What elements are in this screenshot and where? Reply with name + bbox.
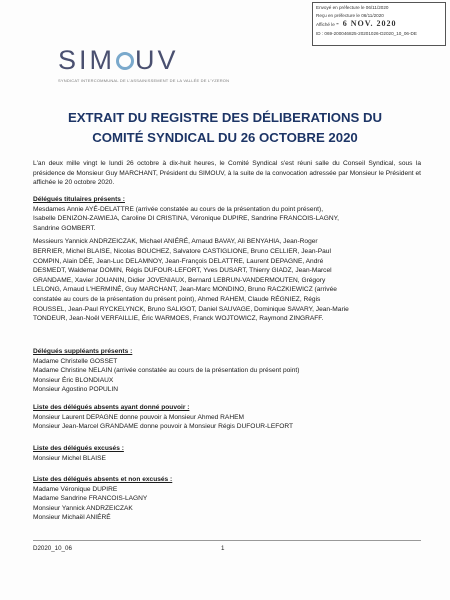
- excuses-heading: Liste des délégués excusés :: [33, 445, 124, 452]
- messieurs-line: constatée au cours de la présentation du présent point), Ahmed RAHEM, Claude RÉGNIEZ, Régis: [33, 295, 321, 303]
- mesdames-line: Isabelle DENIZON-ZAWIEJA, Caroline DI CRISTINA, Véronique DUPIRE, Sandrine FRANCOIS-LAGNY,: [33, 215, 339, 223]
- simouv-logo: [58, 45, 229, 83]
- suppleants-section: [33, 347, 423, 395]
- absents-non-excuses-section: [33, 475, 423, 523]
- suppleants-heading: Délégués suppléants présents :: [33, 348, 133, 355]
- mesdames-line: Sandrine GOMBERT.: [33, 224, 96, 232]
- messieurs-line: TONDEUR, Jean-Noël VERFAILLIE, Éric WARMOES, Franck WOJTOWICZ, Raymond ZINGRAFF.: [33, 315, 324, 323]
- document-title-line-2: COMITÉ SYNDICAL DU 26 OCTOBRE 2020: [92, 130, 358, 145]
- prefecture-stamp: [312, 2, 446, 46]
- stamp-line-3: [316, 20, 442, 29]
- suppleant-item: Monsieur Éric BLONDIAUX: [33, 376, 114, 384]
- messieurs-line: GRANDAME, Xavier JOUANIN, Didier JOVENIAUX, Bernard LEBRUN-VANDERMOUTEN, Grégory: [33, 276, 326, 284]
- suppleant-item: Madame Christine NELAIN (arrivée constatée au cours de la présentation du présent point): [33, 367, 300, 375]
- messieurs-line: LELONG, Arnaud L'HERMINÉ, Guy MARCHANT, Jean-Marc MONDINO, Bruno RACZKIEWICZ (arrivée: [33, 286, 337, 294]
- logo-text-left: SIM: [58, 45, 116, 75]
- footer-divider: [33, 540, 421, 541]
- stamp-line-2: Reçu en préfecture le 06/11/2020: [316, 13, 384, 19]
- messieurs-line: COMPIN, Alain DÉE, Jean-Luc DELAMNOY, Jean-François DELATTRE, Laurent DEPAGNE, André: [33, 257, 324, 265]
- titulaires-heading: Délégués titulaires présents :: [33, 196, 125, 203]
- absent-item: Monsieur Yannick ANDRZEICZAK: [33, 504, 133, 512]
- suppleant-item: Monsieur Agostino POPULIN: [33, 386, 119, 394]
- stamp-line-4: ID : 069-200046825-20201026-D2020_10_06-DE: [316, 30, 417, 36]
- logo-ring-icon: [116, 52, 134, 70]
- absent-item: Madame Sandrine FRANCOIS-LAGNY: [33, 495, 148, 503]
- stamp-affiche-label: Affiché le: [316, 22, 335, 28]
- messieurs-line: BERRIER, Michel BLAISE, Nicolas BOUCHEZ, Salvatore CASTIGLIONE, Bruno CELLIER, Jean-Paul: [33, 247, 331, 255]
- stamp-line-1: Envoyé en préfecture le 06/11/2020: [316, 5, 389, 10]
- excuse-item: Monsieur Michel BLAISE: [33, 454, 106, 462]
- pouvoir-item: Monsieur Laurent DEPAGNE donne pouvoir à Monsieur Ahmed RAHEM: [33, 413, 244, 421]
- messieurs-line: Messieurs Yannick ANDRZEICZAK, Michael ANIÉRÉ, Arnaud BAVAY, Ali BENYAHIA, Jean-Roger: [33, 238, 318, 246]
- intro-paragraph: L'an deux mille vingt le lundi 26 octobre à dix-huit heures, le Comité Syndical s'est réuni salle du Conseil Syndical, sous la présidence de Monsieur Guy MARCHANT, Président du SIMOUV, à la suite de la convocation adressée par Monsieur le Président et affichée le 20 octobre 2020.: [33, 160, 421, 187]
- logo-tagline: SYNDICAT INTERCOMMUNAL DE L'ASSAINISSEMENT DE LA VALLÉE DE L'YZERON: [58, 78, 230, 83]
- stamp-affiche-date: - 6 NOV. 2020: [336, 19, 397, 29]
- messieurs-line: DESMEDT, Waldemar DOMIN, Régis DUFOUR-LEFORT, Yves DUSART, Thierry GIADZ, Jean-Marcel: [33, 267, 332, 275]
- footer-reference: D2020_10_06: [33, 545, 72, 552]
- titulaires-section: [33, 195, 423, 324]
- suppleant-item: Madame Christelle GOSSET: [33, 357, 118, 365]
- absent-item: Monsieur Michaël ANIÉRÉ: [33, 514, 111, 522]
- pouvoir-item: Monsieur Jean-Marcel GRANDAME donne pouvoir à Monsieur Régis DUFOUR-LEFORT: [33, 423, 294, 431]
- logo-text-right: UV: [135, 45, 179, 75]
- document-title-line-1: EXTRAIT DU REGISTRE DES DÉLIBERATIONS DU: [67, 110, 383, 125]
- absents-pouvoir-section: [33, 403, 423, 432]
- page-number: 1: [221, 545, 225, 552]
- messieurs-line: ROUSSEL, Jean-Paul RYCKELYNCK, Bruno SALIGOT, Daniel SAUVAGE, Dominique SAVARY, Jean-Marie: [33, 305, 349, 313]
- absents-non-excuses-heading: Liste des délégués absents et non excusés :: [33, 476, 173, 483]
- mesdames-line: Mesdames Annie AYÉ-DELATTRE (arrivée constatée au cours de la présentation du point présent),: [33, 205, 324, 213]
- excuses-section: [33, 444, 423, 463]
- absents-pouvoir-heading: Liste des délégués absents ayant donné pouvoir :: [33, 404, 190, 411]
- absent-item: Madame Véronique DUPIRE: [33, 485, 118, 493]
